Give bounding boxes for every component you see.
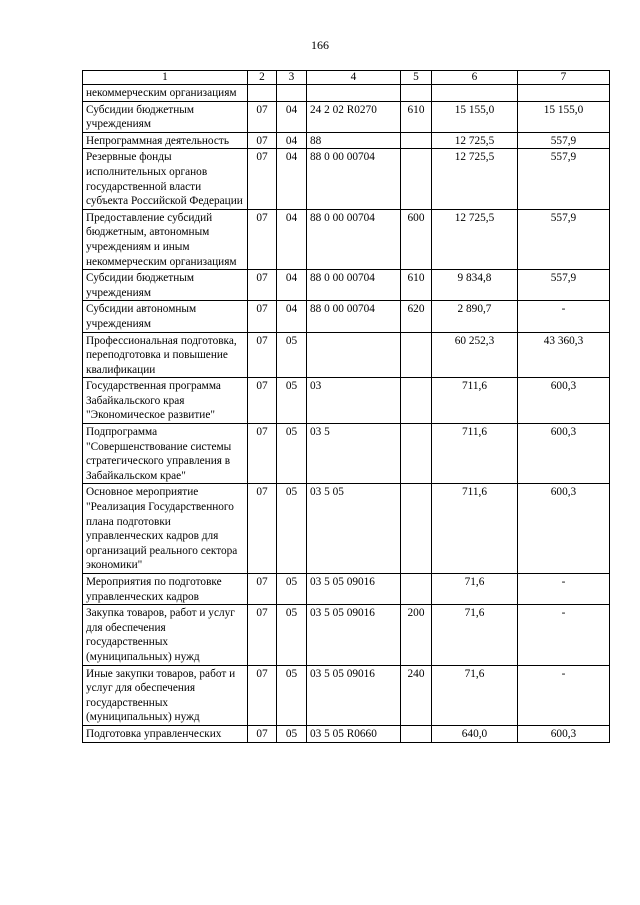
table-row (83, 665, 610, 725)
section-code-cell: 07 (248, 605, 277, 665)
section-code-cell (248, 85, 277, 102)
target-article-cell: 03 5 05 09016 (307, 665, 401, 725)
section-code-cell: 07 (248, 378, 277, 424)
item-name-cell: Мероприятия по подготовке управленческих кадров (83, 574, 248, 605)
amount-cell: 711,6 (432, 424, 518, 484)
section-code-cell: 07 (248, 424, 277, 484)
item-name-cell: Государственная программа Забайкальского края "Экономическое развитие" (83, 378, 248, 424)
header-cell-2: 2 (248, 71, 277, 85)
amount-cell: 15 155,0 (432, 101, 518, 132)
expense-type-cell (401, 574, 432, 605)
item-name-cell: Подготовка управленческих (83, 725, 248, 742)
table-row (83, 209, 610, 269)
item-name-cell: Иные закупки товаров, работ и услуг для обеспечения государственных (муниципальных) нужд (83, 665, 248, 725)
table-row (83, 149, 610, 209)
section-code-cell: 07 (248, 574, 277, 605)
target-article-cell: 03 5 05 (307, 484, 401, 574)
table-row (83, 605, 610, 665)
amount-federal-cell: - (518, 301, 610, 332)
expense-type-cell: 240 (401, 665, 432, 725)
amount-cell: 71,6 (432, 605, 518, 665)
amount-cell: 2 890,7 (432, 301, 518, 332)
subsection-code-cell: 05 (277, 665, 307, 725)
target-article-cell: 88 0 00 00704 (307, 149, 401, 209)
expense-type-cell (401, 132, 432, 149)
expense-type-cell (401, 332, 432, 378)
subsection-code-cell: 05 (277, 332, 307, 378)
section-code-cell: 07 (248, 149, 277, 209)
target-article-cell: 03 5 05 09016 (307, 574, 401, 605)
section-code-cell: 07 (248, 301, 277, 332)
amount-federal-cell: 600,3 (518, 378, 610, 424)
expense-type-cell (401, 424, 432, 484)
target-article-cell: 03 5 (307, 424, 401, 484)
page-number: 166 (311, 38, 329, 52)
subsection-code-cell (277, 85, 307, 102)
target-article-cell (307, 85, 401, 102)
subsection-code-cell: 05 (277, 424, 307, 484)
target-article-cell: 88 0 00 00704 (307, 301, 401, 332)
expense-type-cell: 620 (401, 301, 432, 332)
target-article-cell: 03 5 05 09016 (307, 605, 401, 665)
table-row (83, 301, 610, 332)
expense-type-cell: 610 (401, 101, 432, 132)
table-row (83, 132, 610, 149)
item-name-cell: Непрограммная деятельность (83, 132, 248, 149)
item-name-cell: Субсидии бюджетным учреждениям (83, 270, 248, 301)
section-code-cell: 07 (248, 332, 277, 378)
header-cell-4: 4 (307, 71, 401, 85)
table-row (83, 574, 610, 605)
item-name-cell: Предоставление субсидий бюджетным, автономным учреждениям и иным некоммерческим организациям (83, 209, 248, 269)
expense-type-cell: 200 (401, 605, 432, 665)
header-cell-3: 3 (277, 71, 307, 85)
expense-type-cell (401, 149, 432, 209)
target-article-cell: 88 (307, 132, 401, 149)
amount-federal-cell: 557,9 (518, 149, 610, 209)
header-row (83, 71, 610, 85)
subsection-code-cell: 05 (277, 725, 307, 742)
amount-federal-cell: 43 360,3 (518, 332, 610, 378)
section-code-cell: 07 (248, 101, 277, 132)
budget-table (82, 70, 610, 743)
table-row (83, 332, 610, 378)
target-article-cell: 88 0 00 00704 (307, 270, 401, 301)
subsection-code-cell: 04 (277, 101, 307, 132)
amount-federal-cell: - (518, 665, 610, 725)
header-cell-1: 1 (83, 71, 248, 85)
expense-type-cell: 610 (401, 270, 432, 301)
item-name-cell: Подпрограмма "Совершенствование системы стратегического управления в Забайкальском крае" (83, 424, 248, 484)
expense-type-cell: 600 (401, 209, 432, 269)
table-row (83, 85, 610, 102)
target-article-cell: 88 0 00 00704 (307, 209, 401, 269)
item-name-cell: Резервные фонды исполнительных органов государственной власти субъекта Российской Федерации (83, 149, 248, 209)
amount-cell: 71,6 (432, 574, 518, 605)
amount-federal-cell: 600,3 (518, 424, 610, 484)
section-code-cell: 07 (248, 270, 277, 301)
amount-federal-cell: - (518, 574, 610, 605)
amount-cell: 9 834,8 (432, 270, 518, 301)
amount-federal-cell: 557,9 (518, 209, 610, 269)
subsection-code-cell: 05 (277, 605, 307, 665)
item-name-cell: Основное мероприятие "Реализация Государственного плана подготовки управленческих кадров для организаций реального сектора экономики" (83, 484, 248, 574)
target-article-cell: 03 (307, 378, 401, 424)
amount-federal-cell: - (518, 605, 610, 665)
header-cell-6: 6 (432, 71, 518, 85)
table-row (83, 270, 610, 301)
item-name-cell: Профессиональная подготовка, переподготовка и повышение квалификации (83, 332, 248, 378)
item-name-cell: Субсидии бюджетным учреждениям (83, 101, 248, 132)
amount-federal-cell: 15 155,0 (518, 101, 610, 132)
amount-cell: 711,6 (432, 378, 518, 424)
amount-federal-cell: 557,9 (518, 270, 610, 301)
expense-type-cell (401, 85, 432, 102)
amount-federal-cell: 600,3 (518, 725, 610, 742)
amount-federal-cell: 557,9 (518, 132, 610, 149)
target-article-cell (307, 332, 401, 378)
subsection-code-cell: 04 (277, 132, 307, 149)
section-code-cell: 07 (248, 132, 277, 149)
amount-cell: 12 725,5 (432, 132, 518, 149)
table-row (83, 378, 610, 424)
amount-cell: 60 252,3 (432, 332, 518, 378)
amount-cell: 711,6 (432, 484, 518, 574)
subsection-code-cell: 05 (277, 378, 307, 424)
subsection-code-cell: 04 (277, 270, 307, 301)
subsection-code-cell: 05 (277, 484, 307, 574)
header-cell-5: 5 (401, 71, 432, 85)
table-row (83, 101, 610, 132)
target-article-cell: 03 5 05 R0660 (307, 725, 401, 742)
table-row (83, 484, 610, 574)
subsection-code-cell: 04 (277, 301, 307, 332)
item-name-cell: Закупка товаров, работ и услуг для обеспечения государственных (муниципальных) нужд (83, 605, 248, 665)
expense-type-cell (401, 378, 432, 424)
amount-federal-cell (518, 85, 610, 102)
expense-type-cell (401, 725, 432, 742)
amount-cell: 640,0 (432, 725, 518, 742)
expense-type-cell (401, 484, 432, 574)
table-row (83, 424, 610, 484)
section-code-cell: 07 (248, 209, 277, 269)
subsection-code-cell: 04 (277, 149, 307, 209)
amount-cell: 12 725,5 (432, 149, 518, 209)
item-name-cell: Субсидии автономным учреждениям (83, 301, 248, 332)
amount-cell (432, 85, 518, 102)
table-row (83, 725, 610, 742)
amount-cell: 71,6 (432, 665, 518, 725)
subsection-code-cell: 05 (277, 574, 307, 605)
subsection-code-cell: 04 (277, 209, 307, 269)
section-code-cell: 07 (248, 484, 277, 574)
target-article-cell: 24 2 02 R0270 (307, 101, 401, 132)
amount-cell: 12 725,5 (432, 209, 518, 269)
section-code-cell: 07 (248, 665, 277, 725)
item-name-cell: некоммерческим организациям (83, 85, 248, 102)
header-cell-7: 7 (518, 71, 610, 85)
section-code-cell: 07 (248, 725, 277, 742)
amount-federal-cell: 600,3 (518, 484, 610, 574)
